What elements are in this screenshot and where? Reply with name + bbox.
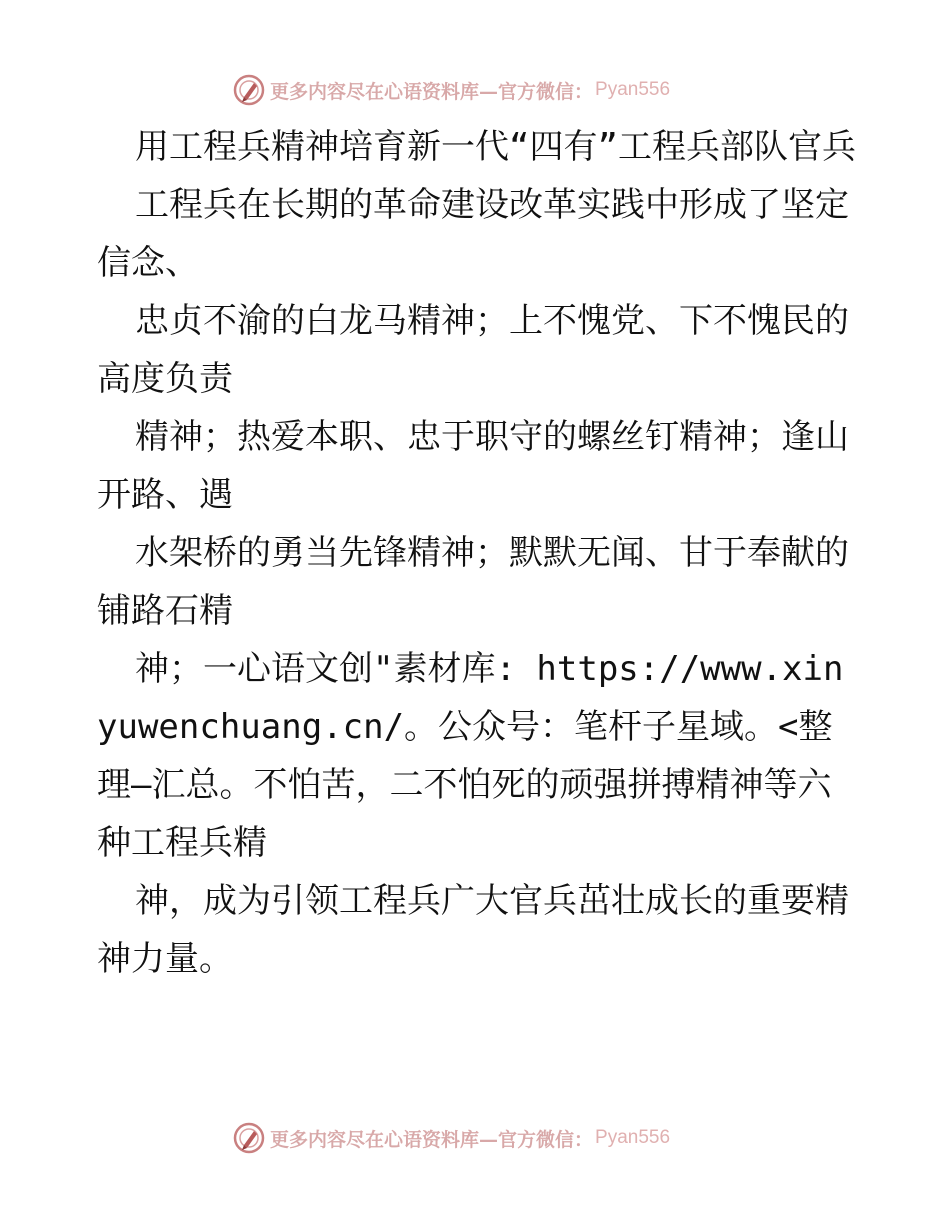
footer-watermark — [232, 1120, 670, 1156]
watermark-wechat-id: Pyan556 — [595, 1127, 671, 1148]
document-body — [97, 118, 857, 988]
pen-nib-circle-icon — [232, 73, 266, 107]
watermark-text: 更多内容尽在心语资料库—官方微信： — [270, 1128, 594, 1151]
paragraph-2: 工程兵在长期的革命建设改革实践中形成了坚定信念、 — [97, 185, 849, 283]
paragraph-3: 忠贞不渝的白龙马精神；上不愧党、下不愧民的高度负责 — [97, 301, 849, 399]
paragraph-4: 精神；热爱本职、忠于职守的螺丝钉精神；逢山开路、遇 — [97, 417, 849, 515]
paragraph-5: 水架桥的勇当先锋精神；默默无闻、甘于奉献的铺路石精 — [97, 533, 849, 631]
paragraph-6: 神；一心语文创"素材库: https://www.xinyuwenchuang.cn/。公众号：笔杆子星域。<整理—汇总。不怕苦，二不怕死的顽强拼搏精神等六种工程兵精 — [97, 649, 844, 863]
pen-nib-circle-icon — [232, 1121, 266, 1155]
watermark-wechat-id: Pyan556 — [595, 79, 671, 100]
watermark-text: 更多内容尽在心语资料库—官方微信： — [270, 80, 594, 103]
header-watermark — [232, 72, 670, 108]
paragraph-1: 用工程兵精神培育新一代“四有”工程兵部队官兵 — [135, 127, 856, 167]
paragraph-7: 神，成为引领工程兵广大官兵茁壮成长的重要精神力量。 — [97, 881, 849, 979]
